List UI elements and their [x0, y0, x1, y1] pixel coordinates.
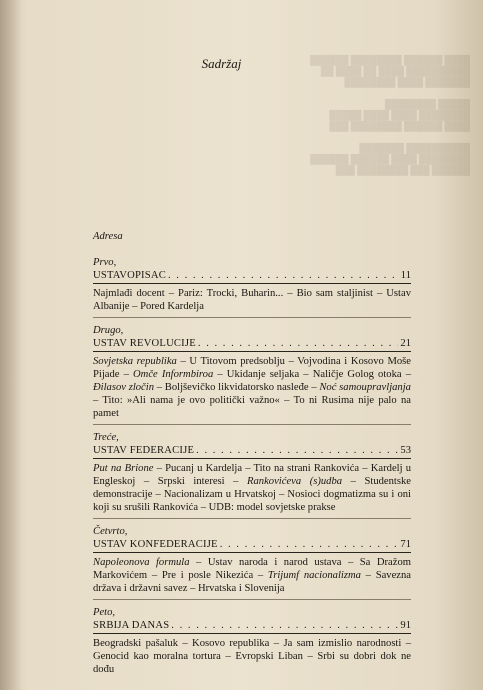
show-through-text: ████ ██████ ████████ ██████ ██████████ ████ ██ ████ ██ ███████ ████ ████████ █████ ████████ ████████ ████ ████ █████ ████ ██████ ████████ ███ ██████████ ███████ ████████ ████ ██████ ██████ ██████ ███ ████████ ███	[310, 55, 470, 175]
chapter-heading-line	[93, 538, 411, 553]
chapter-page-number: 21	[400, 338, 411, 349]
chapter-entry	[93, 324, 411, 425]
chapter-entry	[93, 525, 411, 600]
chapter-description	[93, 556, 411, 595]
italic-phrase: Noć samoupravljanja	[319, 382, 411, 393]
page-title: Sadržaj	[201, 56, 242, 71]
chapter-ordinal: Drugo,	[93, 325, 124, 336]
chapter-page-number: 91	[400, 620, 411, 631]
italic-phrase: Đilasov zločin	[93, 382, 155, 393]
description-text: – U Titovom predsoblju – Vojvodina i Kosovo Moše Pijade –	[93, 356, 411, 380]
chapter-list	[93, 256, 411, 676]
chapter-heading: USTAV KONFEDERACIJE	[93, 539, 218, 550]
chapter-heading-line	[93, 269, 411, 284]
table-of-contents	[93, 230, 411, 682]
chapter-heading-line	[93, 619, 411, 634]
chapter-entry	[93, 256, 411, 318]
italic-phrase: Napoleonova formula	[93, 557, 190, 568]
italic-phrase: Rankovićeva (s)udba	[247, 476, 343, 487]
chapter-description	[93, 355, 411, 420]
intro-entry: Adresa	[93, 231, 123, 242]
description-text: – Studentske demonstracije – Nacionalizam u Hrvatskoj – Nosioci dogmatizma su i oni koji su srušili Rankovića – UDB: model sovjetske prakse	[93, 476, 411, 513]
chapter-description	[93, 287, 411, 313]
divider	[93, 424, 411, 425]
chapter-page-number: 71	[400, 539, 411, 550]
chapter-ordinal: Peto,	[93, 607, 116, 618]
chapter-heading: SRBIJA DANAS	[93, 620, 170, 631]
chapter-ordinal: Treće,	[93, 432, 119, 443]
divider	[93, 518, 411, 519]
description-text: – Tito: »Ali nama je ovo politički važno« – To ni Rusima nije palo na pamet	[93, 395, 411, 419]
leader-dots	[220, 538, 399, 551]
divider	[93, 599, 411, 600]
chapter-heading-line	[93, 337, 411, 352]
description-text: – Ustav naroda i narod ustava – Sa Dražom Markovićem – Pre i posle Nikezića –	[93, 557, 411, 581]
chapter-page-number: 53	[400, 445, 411, 456]
italic-phrase: Sovjetska republika	[93, 356, 177, 367]
chapter-entry	[93, 606, 411, 676]
divider	[93, 317, 411, 318]
description-text: – Boljševičko likvidatorsko nasleđe –	[154, 382, 320, 393]
description-text: – Savezna država i državni savez – Hrvatska i Slovenija	[93, 570, 411, 594]
description-text: – Ukidanje seljaka – Naličje Golog otoka –	[213, 369, 411, 380]
chapter-heading: USTAV REVOLUCIJE	[93, 338, 196, 349]
italic-phrase: Put na Brione	[93, 463, 154, 474]
description-text: Beogradski pašaluk – Kosovo republika – Ja sam izmislio narodnosti – Genocid kao moralna tortura – Evropski Liban – Srbi su dobri dok ne dođu	[93, 638, 411, 675]
chapter-heading-line	[93, 444, 411, 459]
leader-dots	[196, 444, 398, 457]
chapter-ordinal: Četvrto,	[93, 526, 128, 537]
chapter-description	[93, 462, 411, 514]
chapter-ordinal: Prvo,	[93, 257, 117, 268]
description-text: Najmlađi docent – Pariz: Trocki, Buharin... – Bio sam staljinist – Ustav Albanije – Pored Kardelja	[93, 288, 411, 312]
italic-phrase: Omče Informbiroa	[133, 369, 214, 380]
description-text: – Pucanj u Kardelja – Tito na strani Rankovića – Kardelj u Engleskoj – Srpski interesi –	[93, 463, 411, 487]
chapter-entry	[93, 431, 411, 519]
leader-dots	[171, 619, 398, 632]
leader-dots	[168, 269, 399, 282]
leader-dots	[198, 337, 399, 350]
chapter-heading: USTAVOPISAC	[93, 270, 166, 281]
chapter-page-number: 11	[400, 270, 411, 281]
italic-phrase: Trijumf nacionalizma	[267, 570, 361, 581]
chapter-heading: USTAV FEDERACIJE	[93, 445, 195, 456]
chapter-description	[93, 637, 411, 676]
